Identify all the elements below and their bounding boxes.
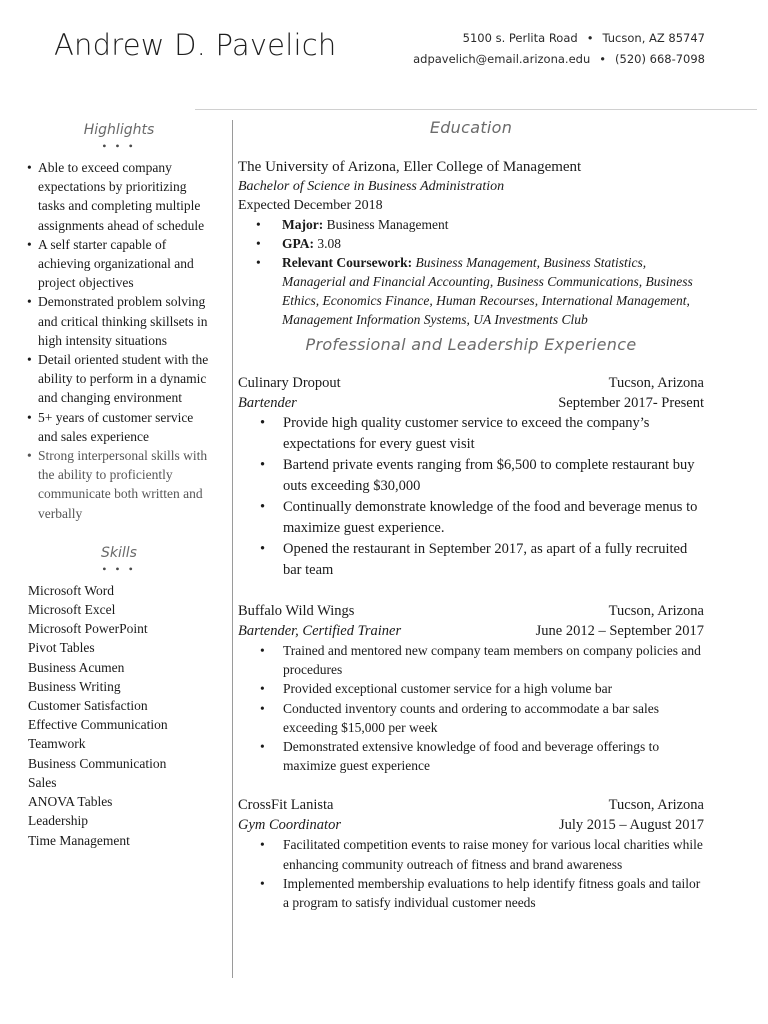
list-item: • A self starter capable of achieving organizational and project objectives [26,235,216,293]
job-header [238,373,704,393]
job-dates: September 2017- Present [558,395,704,411]
skill-item: Microsoft PowerPoint [28,621,148,637]
gpa-item [238,234,704,253]
coursework-item [238,253,704,329]
list-item: • 5+ years of customer service and sales experience [26,408,216,446]
skill-item: Business Acumen [28,659,125,675]
job-dates: July 2015 – August 2017 [558,817,704,834]
list-item: • Demonstrated problem solving and critical thinking skillsets in high intensity situations [26,292,216,350]
email: adpavelich@email.arizona.edu [413,52,591,66]
sidebar [26,122,216,850]
contact-block [413,28,705,70]
job-title-row [238,393,704,413]
job-title: Bartender, Certified Trainer [238,623,402,639]
major-label: Major: [282,217,324,232]
job-entry [238,795,704,912]
header-divider [195,109,757,110]
city-state-zip: Tucson, AZ 85747 [602,31,705,45]
skill-item: Teamwork [28,736,86,752]
separator: • [599,52,607,66]
list-item: • Detail oriented student with the ability to perform in a dynamic and changing environment [26,350,216,408]
job-entry [238,373,704,581]
job-header [238,795,704,815]
degree: Bachelor of Science in Business Administration [238,179,505,194]
job-title-row [238,815,704,835]
coursework-value: Business Management, Business Statistics, Managerial and Financial Accounting, Business Communications, Business Ethics, Economics Finance, Human Recourses, International Management, Management Information Systems, UA Investments Club [282,255,693,327]
job-title-row [238,621,704,641]
job-title: Bartender [238,395,297,411]
education-heading: Education [429,118,513,137]
highlights-list [26,158,216,523]
main-content [238,118,704,912]
skill-item: Microsoft Word [28,582,115,598]
location: Tucson, Arizona [608,603,704,619]
major-value: Business Management [326,217,449,232]
highlights-heading: Highlights [83,122,155,138]
list-item: • Demonstrated extensive knowledge of food and beverage offerings to maximize guest experience [238,737,704,775]
job-header [238,601,704,621]
gpa-value: 3.08 [317,236,341,251]
column-divider [232,120,233,978]
job-bullets [238,413,704,581]
gpa-label: GPA: [282,236,314,251]
list-item: • Opened the restaurant in September 2017, as apart of a fully recruited bar team [238,539,704,581]
education-details [238,215,704,329]
list-item: • Provided exceptional customer service for a high volume bar [238,679,704,698]
skill-item: Effective Communication [28,717,168,733]
list-item: • Conducted inventory counts and ordering to accommodate a bar sales exceeding $15,000 per week [238,699,704,737]
location: Tucson, Arizona [608,797,704,814]
heading-dots: • • • [102,561,136,576]
experience-heading: Professional and Leadership Experience [305,335,637,354]
list-item: • Implemented membership evaluations to help identify fitness goals and tailor a program to satisfy individual customer needs [238,874,704,912]
skill-item: Pivot Tables [28,640,95,656]
skill-item: Sales [28,774,57,790]
address-line [413,28,705,49]
street-address: 5100 s. Perlita Road [462,31,578,45]
job-entry [238,601,704,775]
company: CrossFit Lanista [238,797,334,814]
skill-item: ANOVA Tables [28,794,113,810]
list-item: • Trained and mentored new company team members on company policies and procedures [238,641,704,679]
separator: • [586,31,594,45]
skills-heading: Skills [101,544,137,561]
list-item: • Bartend private events ranging from $6,500 to complete restaurant buy outs exceeding $30,000 [238,455,704,497]
school-name: The University of Arizona, Eller College of Management [238,159,582,175]
job-title: Gym Coordinator [238,817,341,834]
list-item: • Provide high quality customer service to exceed the company’s expectations for every guest visit [238,413,704,455]
skill-item: Leadership [28,813,88,829]
job-bullets [238,835,704,912]
location: Tucson, Arizona [608,375,704,391]
graduation-date: Expected December 2018 [238,198,383,213]
job-bullets [238,641,704,775]
coursework-label: Relevant Coursework: [282,255,413,270]
skill-item: Business Communication [28,755,167,771]
list-item: • Continually demonstrate knowledge of the food and beverage menus to maximize guest experience. [238,497,704,539]
skills-list [26,581,216,850]
skill-item: Time Management [28,832,130,848]
heading-dots: • • • [102,139,136,153]
phone: (520) 668-7098 [615,52,705,66]
skill-item: Customer Satisfaction [28,698,148,714]
skill-item: Microsoft Excel [28,602,116,618]
major-item [238,215,704,234]
job-dates: June 2012 – September 2017 [535,623,704,639]
email-phone-line [413,49,705,70]
company: Buffalo Wild Wings [238,603,355,619]
list-item: • Strong interpersonal skills with the ability to proficiently communicate both written and verbally [26,446,216,523]
skill-item: Business Writing [28,678,121,694]
list-item: • Facilitated competition events to raise money for various local charities while enhancing community outreach of fitness and brand awareness [238,835,704,873]
list-item: • Able to exceed company expectations by prioritizing tasks and completing multiple assignments ahead of schedule [26,158,216,235]
company: Culinary Dropout [238,375,341,391]
candidate-name: Andrew D. Pavelich [54,28,337,62]
